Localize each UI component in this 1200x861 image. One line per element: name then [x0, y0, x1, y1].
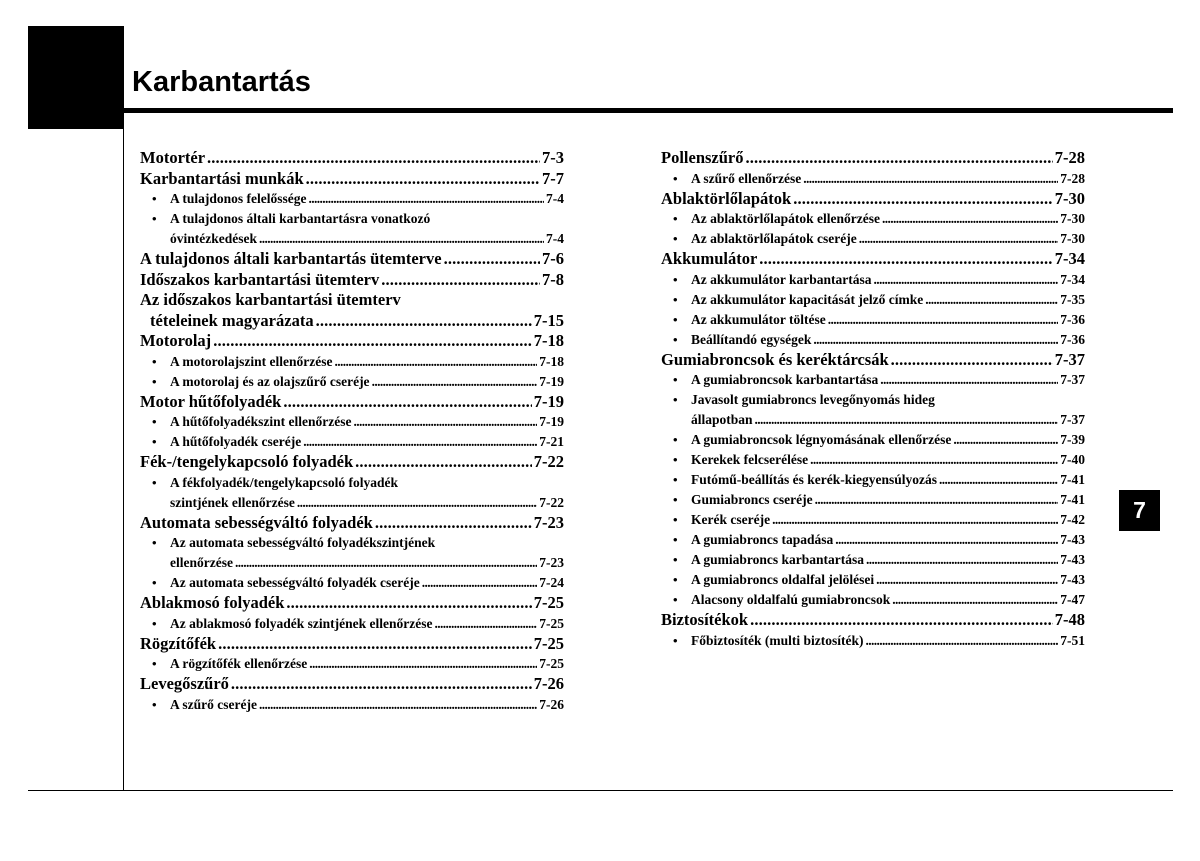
- bullet-icon: •: [673, 311, 678, 327]
- toc-page-number: 7-18: [533, 331, 564, 350]
- toc-entry[interactable]: [140, 452, 564, 473]
- toc-entry-label: Akkumulátor: [661, 249, 758, 268]
- toc-page-number: 7-26: [533, 674, 564, 693]
- toc-page-number: 7-3: [542, 148, 564, 167]
- dot-leader: [925, 290, 1058, 310]
- dot-leader: [810, 450, 1058, 470]
- bullet-icon: •: [673, 392, 678, 407]
- footer-rule: [28, 790, 1173, 791]
- toc-entry-label-first-line: Az automata sebességváltó folyadékszintjének: [170, 535, 436, 550]
- bullet-icon: •: [152, 535, 157, 550]
- toc-entry-label: Motortér: [140, 148, 206, 167]
- toc-entry-label: Az akkumulátor kapacitását jelző címke: [691, 291, 924, 307]
- dot-leader: [828, 310, 1059, 330]
- dot-leader: [434, 614, 537, 634]
- toc-page-number: 7-43: [1060, 532, 1085, 547]
- toc-page-number: 7-22: [533, 452, 564, 471]
- toc-entry-label: Automata sebességváltó folyadék: [140, 512, 373, 532]
- toc-entry-label: A gumiabroncs tapadása: [691, 532, 834, 547]
- toc-entry[interactable]: [661, 249, 1085, 270]
- toc-page-number: 7-23: [533, 512, 564, 532]
- toc-page-number: 7-30: [1060, 211, 1085, 226]
- toc-page-number: 7-35: [1060, 291, 1085, 307]
- toc-page-number: 7-41: [1060, 472, 1085, 487]
- toc-subentry[interactable]: [140, 473, 564, 513]
- toc-page-number: 7-36: [1060, 331, 1085, 347]
- toc-entry-label: Kerék cseréje: [691, 512, 771, 527]
- dot-leader: [231, 674, 532, 695]
- toc-entry[interactable]: [140, 593, 564, 614]
- toc-page-number: 7-28: [1054, 148, 1085, 167]
- toc-entry-label: A tulajdonos felelőssége: [170, 191, 307, 206]
- bullet-icon: •: [152, 656, 157, 671]
- bullet-icon: •: [152, 615, 157, 631]
- bullet-icon: •: [673, 231, 678, 246]
- toc-page-number: 7-41: [1060, 492, 1085, 507]
- toc-list-right: [661, 148, 1085, 651]
- toc-entry[interactable]: [140, 249, 564, 270]
- bullet-icon: •: [673, 512, 678, 527]
- dot-leader: [815, 490, 1059, 510]
- toc-entry-label: A rögzítőfék ellenőrzése: [170, 656, 308, 671]
- toc-subentry[interactable]: [661, 510, 1085, 530]
- dot-leader: [316, 311, 532, 332]
- bullet-icon: •: [673, 271, 678, 287]
- toc-page-number: 7-22: [539, 494, 564, 510]
- dot-leader: [803, 169, 1058, 189]
- toc-entry-label: Levegőszűrő: [140, 674, 229, 693]
- bullet-icon: •: [673, 472, 678, 487]
- toc-page-number: 7-25: [533, 633, 564, 653]
- toc-page-number: 7-42: [1060, 512, 1085, 527]
- toc-page-number: 7-25: [539, 615, 564, 631]
- dot-leader: [750, 610, 1053, 631]
- toc-column-left: [140, 148, 564, 715]
- toc-subentry[interactable]: [661, 270, 1085, 290]
- bullet-icon: •: [152, 373, 157, 389]
- toc-page-number: 7-40: [1060, 452, 1085, 467]
- dot-leader: [813, 330, 1058, 350]
- toc-subentry[interactable]: [661, 450, 1085, 470]
- dot-leader: [309, 189, 545, 209]
- dot-leader: [835, 530, 1058, 550]
- toc-entry-label: A gumiabroncsok karbantartása: [691, 372, 879, 387]
- toc-entry[interactable]: [661, 148, 1085, 169]
- toc-column-right: [661, 148, 1085, 651]
- toc-page-number: 7-37: [1054, 349, 1085, 369]
- dot-leader: [259, 229, 544, 249]
- toc-subentry[interactable]: [140, 209, 564, 249]
- toc-entry-label-first-line: A tulajdonos általi karbantartásra vonatkozó: [170, 211, 431, 226]
- dot-leader: [218, 634, 532, 655]
- dot-leader: [213, 331, 532, 352]
- toc-list-left: [140, 148, 564, 715]
- toc-entry-label: Az ablakmosó folyadék szintjének ellenőrzése: [170, 615, 433, 631]
- dot-leader: [235, 553, 537, 573]
- toc-entry-label-first-line: A fékfolyadék/tengelykapcsoló folyadék: [170, 474, 399, 490]
- toc-entry-label: Karbantartási munkák: [140, 168, 304, 188]
- toc-page-number: 7-21: [539, 434, 564, 449]
- dot-leader: [259, 695, 537, 715]
- toc-subentry[interactable]: [140, 189, 564, 209]
- dot-leader: [354, 412, 538, 432]
- toc-page-number: 7-7: [542, 168, 564, 188]
- toc-entry-label: Az automata sebességváltó folyadék cseréje: [170, 575, 420, 590]
- toc-entry-label: tételeinek magyarázata: [150, 310, 314, 330]
- bullet-icon: •: [152, 353, 157, 369]
- toc-entry[interactable]: [140, 290, 564, 331]
- dot-leader: [375, 513, 532, 534]
- toc-subentry[interactable]: [661, 330, 1085, 350]
- toc-page-number: 7-47: [1060, 592, 1085, 607]
- toc-page-number: 7-51: [1060, 632, 1085, 648]
- toc-page-number: 7-19: [539, 414, 564, 429]
- toc-entry-label: Rögzítőfék: [140, 633, 217, 653]
- toc-entry[interactable]: [140, 270, 564, 291]
- toc-subentry[interactable]: [140, 533, 564, 573]
- dot-leader: [309, 654, 537, 674]
- toc-page-number: 7-34: [1060, 271, 1085, 287]
- bullet-icon: •: [673, 552, 678, 567]
- left-margin-rule: [123, 113, 124, 790]
- toc-entry-label: Az ablaktörlőlapátok cseréje: [691, 231, 857, 246]
- toc-page-number: 7-43: [1060, 552, 1085, 567]
- dot-leader: [297, 493, 537, 513]
- toc-entry[interactable]: [661, 189, 1085, 210]
- toc-subentry[interactable]: [140, 372, 564, 392]
- toc-page-number: 7-28: [1060, 170, 1085, 186]
- toc-subentry[interactable]: [661, 209, 1085, 229]
- toc-page-number: 7-30: [1054, 188, 1085, 208]
- dot-leader: [859, 229, 1059, 249]
- toc-entry-label: állapotban: [691, 412, 753, 427]
- toc-entry-label: Beállítandó egységek: [691, 331, 812, 347]
- bullet-icon: •: [152, 696, 157, 712]
- dot-leader: [444, 249, 540, 270]
- dot-leader: [772, 510, 1058, 530]
- toc-entry-label: Motorolaj: [140, 331, 212, 350]
- dot-leader: [759, 249, 1052, 270]
- toc-subentry[interactable]: [140, 695, 564, 715]
- toc-subentry[interactable]: [661, 390, 1085, 430]
- dot-leader: [746, 148, 1053, 169]
- toc-entry-label: Az akkumulátor töltése: [691, 311, 826, 327]
- toc-subentry[interactable]: [661, 530, 1085, 550]
- toc-entry-label: A szűrő ellenőrzése: [691, 170, 802, 186]
- toc-entry-label-first-line: Az időszakos karbantartási ütemterv: [140, 290, 401, 309]
- toc-entry-label: ellenőrzése: [170, 555, 233, 570]
- dot-leader: [422, 573, 538, 593]
- toc-entry-label: A hűtőfolyadékszint ellenőrzése: [170, 414, 352, 429]
- toc-entry-label: A gumiabroncsok légnyomásának ellenőrzése: [691, 432, 952, 447]
- toc-entry[interactable]: [140, 148, 564, 169]
- bullet-icon: •: [673, 592, 678, 607]
- toc-entry[interactable]: [140, 169, 564, 190]
- toc-entry[interactable]: [661, 350, 1085, 371]
- toc-subentry[interactable]: [140, 573, 564, 593]
- toc-page-number: 7-19: [533, 391, 564, 411]
- toc-entry-label: Gumiabroncs cseréje: [691, 492, 813, 507]
- dot-leader: [953, 430, 1058, 450]
- toc-entry-label: Alacsony oldalfalú gumiabroncsok: [691, 592, 891, 607]
- dot-leader: [372, 372, 538, 392]
- bullet-icon: •: [152, 474, 157, 490]
- toc-entry-label: Az ablaktörlőlapátok ellenőrzése: [691, 211, 880, 226]
- toc-subentry[interactable]: [140, 614, 564, 634]
- bullet-icon: •: [673, 170, 678, 186]
- toc-entry-label: A gumiabroncs karbantartása: [691, 552, 865, 567]
- toc-subentry[interactable]: [140, 654, 564, 674]
- toc-subentry[interactable]: [140, 352, 564, 372]
- toc-page-number: 7-4: [546, 191, 564, 206]
- toc-entry[interactable]: [661, 610, 1085, 631]
- toc-entry-label: Kerekek felcserélése: [691, 452, 809, 467]
- chapter-tab[interactable]: 7: [1119, 490, 1160, 531]
- bullet-icon: •: [673, 432, 678, 447]
- toc-page-number: 7-18: [539, 353, 564, 369]
- toc-entry-label: A gumiabroncs oldalfal jelölései: [691, 572, 875, 587]
- dot-leader: [892, 590, 1058, 610]
- toc-entry[interactable]: [140, 392, 564, 413]
- toc-subentry[interactable]: [140, 412, 564, 432]
- toc-entry[interactable]: [140, 674, 564, 695]
- toc-subentry[interactable]: [661, 430, 1085, 450]
- toc-subentry[interactable]: [661, 590, 1085, 610]
- bullet-icon: •: [152, 434, 157, 449]
- dot-leader: [793, 189, 1053, 210]
- toc-entry-label: A szűrő cseréje: [170, 696, 257, 712]
- toc-page-number: 7-23: [539, 555, 564, 570]
- dot-leader: [355, 452, 532, 473]
- toc-subentry[interactable]: [140, 432, 564, 452]
- chapter-header-block: [28, 26, 124, 129]
- toc-page-number: 7-39: [1060, 432, 1085, 447]
- toc-subentry[interactable]: [661, 490, 1085, 510]
- toc-entry-label: Motor hűtőfolyadék: [140, 391, 282, 411]
- toc-entry[interactable]: [140, 331, 564, 352]
- toc-page-number: 7-30: [1060, 231, 1085, 246]
- toc-entry-label: A motorolaj és az olajszűrő cseréje: [170, 373, 370, 389]
- toc-entry-label: Főbiztosíték (multi biztosíték): [691, 632, 864, 648]
- dot-leader: [381, 270, 540, 291]
- page-title: Karbantartás: [132, 66, 311, 98]
- toc-page-number: 7-37: [1060, 412, 1085, 427]
- dot-leader: [755, 410, 1059, 430]
- bullet-icon: •: [673, 211, 678, 226]
- toc-page-number: 7-25: [533, 593, 564, 612]
- dot-leader: [891, 350, 1053, 371]
- toc-subentry[interactable]: [661, 290, 1085, 310]
- bullet-icon: •: [673, 632, 678, 648]
- toc-page-number: 7-4: [546, 231, 564, 246]
- toc-entry-label: A motorolajszint ellenőrzése: [170, 353, 333, 369]
- toc-entry-label: Pollenszűrő: [661, 148, 744, 167]
- toc-subentry[interactable]: [661, 169, 1085, 189]
- toc-page-number: 7-24: [539, 575, 564, 590]
- dot-leader: [334, 352, 537, 372]
- toc-page-number: 7-48: [1054, 610, 1085, 629]
- bullet-icon: •: [673, 492, 678, 507]
- toc-page-number: 7-25: [539, 656, 564, 671]
- toc-entry-label: A tulajdonos általi karbantartás ütemterve: [140, 249, 442, 268]
- toc-entry-label: óvintézkedések: [170, 231, 257, 246]
- toc-entry[interactable]: [140, 513, 564, 534]
- dot-leader: [939, 470, 1058, 490]
- bullet-icon: •: [673, 331, 678, 347]
- toc-subentry[interactable]: [661, 229, 1085, 249]
- toc-subentry[interactable]: [661, 470, 1085, 490]
- toc-entry-label: szintjének ellenőrzése: [170, 494, 295, 510]
- toc-page-number: 7-15: [533, 310, 564, 330]
- toc-entry-label: Az akkumulátor karbantartása: [691, 271, 872, 287]
- toc-subentry[interactable]: [661, 550, 1085, 570]
- dot-leader: [207, 148, 540, 169]
- dot-leader: [283, 392, 531, 413]
- toc-entry-label-first-line: Javasolt gumiabroncs levegőnyomás hideg: [691, 392, 935, 407]
- toc-entry-label: A hűtőfolyadék cseréje: [170, 434, 302, 449]
- toc-subentry[interactable]: [661, 370, 1085, 390]
- dot-leader: [876, 570, 1058, 590]
- dot-leader: [874, 270, 1059, 290]
- toc-subentry[interactable]: [661, 631, 1085, 651]
- toc-page-number: 7-8: [542, 269, 564, 289]
- dot-leader: [866, 550, 1058, 570]
- toc-entry-label: Időszakos karbantartási ütemterv: [140, 269, 380, 289]
- dot-leader: [286, 593, 531, 614]
- dot-leader: [303, 432, 537, 452]
- bullet-icon: •: [673, 452, 678, 467]
- toc-entry-label: Ablakmosó folyadék: [140, 593, 285, 612]
- toc-page-number: 7-34: [1054, 249, 1085, 268]
- toc-page-number: 7-6: [542, 249, 564, 268]
- title-underline: [124, 108, 1173, 113]
- bullet-icon: •: [673, 291, 678, 307]
- toc-entry[interactable]: [140, 634, 564, 655]
- toc-page-number: 7-19: [539, 373, 564, 389]
- toc-page-number: 7-36: [1060, 311, 1085, 327]
- dot-leader: [880, 370, 1058, 390]
- toc-entry-label: Fék-/tengelykapcsoló folyadék: [140, 452, 354, 471]
- bullet-icon: •: [673, 532, 678, 547]
- bullet-icon: •: [152, 575, 157, 590]
- dot-leader: [882, 209, 1058, 229]
- bullet-icon: •: [673, 372, 678, 387]
- bullet-icon: •: [152, 191, 157, 206]
- toc-page-number: 7-26: [539, 696, 564, 712]
- toc-entry-label: Futómű-beállítás és kerék-kiegyensúlyozás: [691, 472, 937, 487]
- toc-page-number: 7-37: [1060, 372, 1085, 387]
- toc-entry-label: Gumiabroncsok és keréktárcsák: [661, 349, 889, 369]
- bullet-icon: •: [152, 414, 157, 429]
- toc-entry-label: Ablaktörlőlapátok: [661, 188, 792, 208]
- toc-entry-label: Biztosítékok: [661, 610, 749, 629]
- toc-page-number: 7-43: [1060, 572, 1085, 587]
- bullet-icon: •: [673, 572, 678, 587]
- toc-subentry[interactable]: [661, 310, 1085, 330]
- bullet-icon: •: [152, 211, 157, 226]
- dot-leader: [865, 631, 1058, 651]
- toc-subentry[interactable]: [661, 570, 1085, 590]
- dot-leader: [306, 169, 540, 190]
